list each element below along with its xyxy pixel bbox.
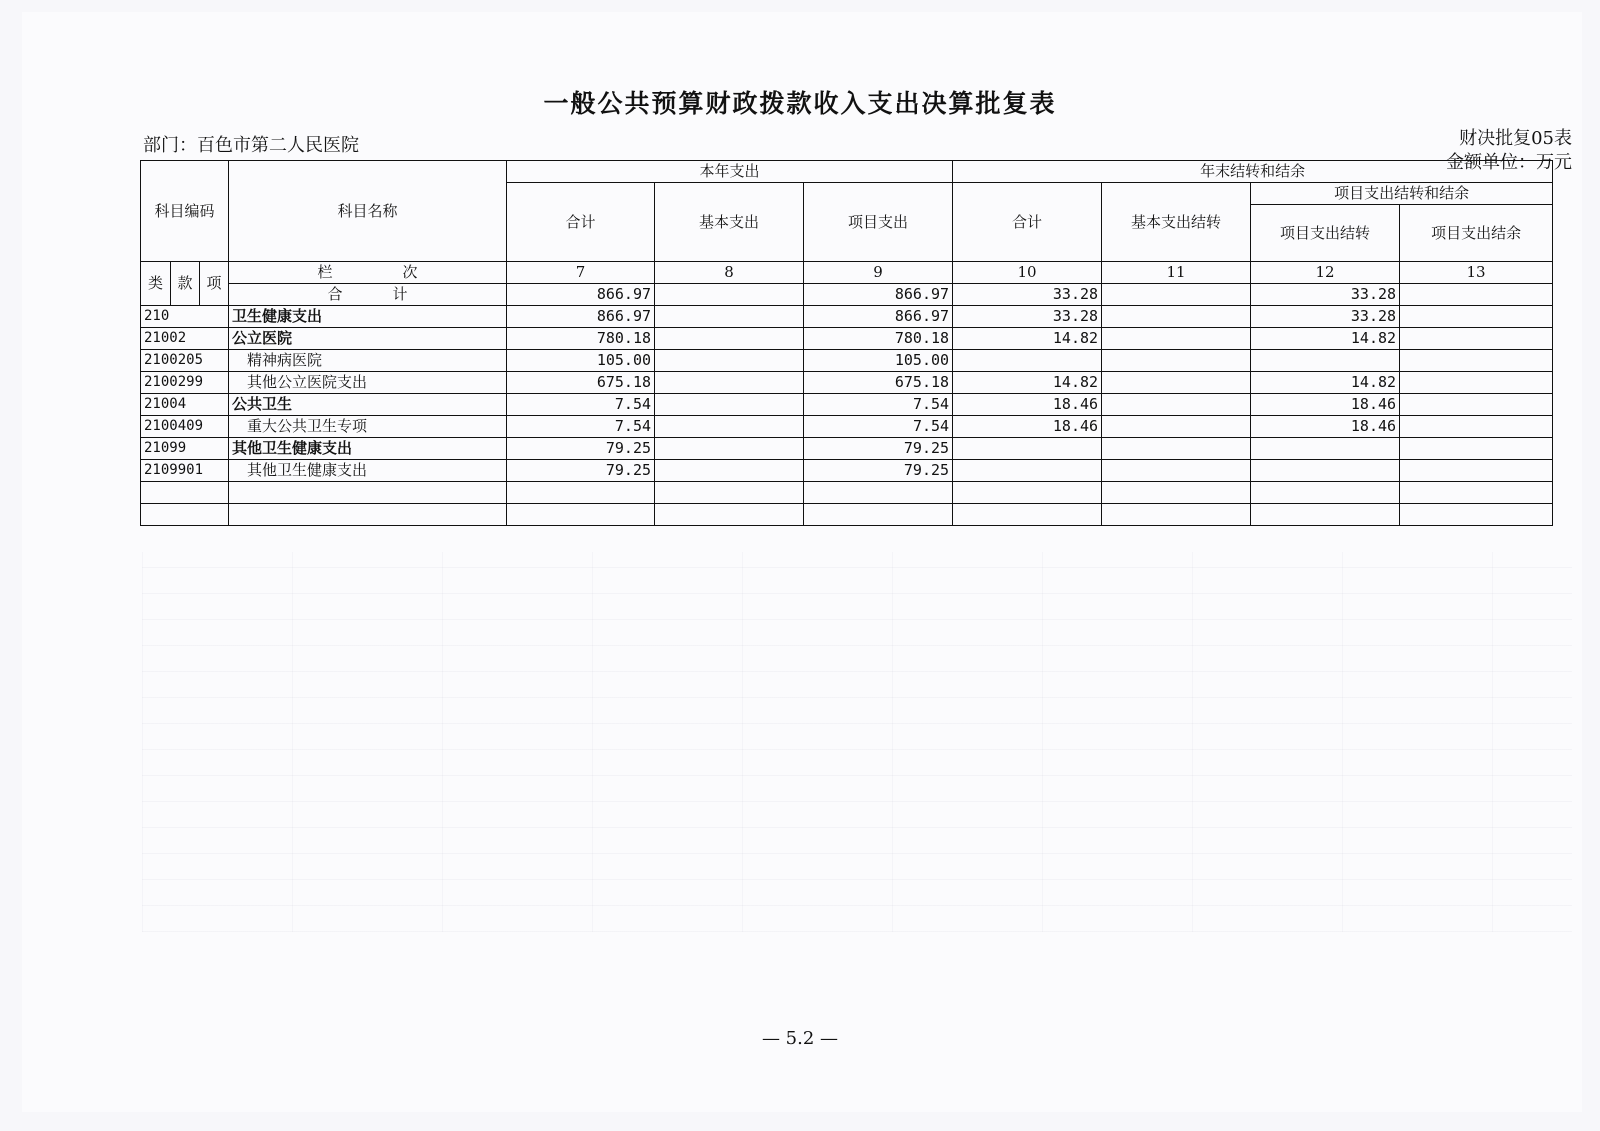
header-code: 科目编码 — [141, 161, 229, 262]
row-c12: 18.46 — [1251, 416, 1400, 438]
col-num-7: 7 — [507, 262, 655, 284]
row-name: 其他公立医院支出 — [229, 372, 507, 394]
bleed-through-background — [142, 552, 1572, 932]
header-ye-project-balance: 项目支出结余 — [1400, 205, 1553, 262]
total-c8 — [655, 284, 804, 306]
row-c12: 14.82 — [1251, 328, 1400, 350]
budget-table — [140, 160, 1553, 526]
row-c9: 105.00 — [804, 350, 953, 372]
header-ye-basic-carry: 基本支出结转 — [1102, 183, 1251, 262]
col-num-12: 12 — [1251, 262, 1400, 284]
row-c7: 675.18 — [507, 372, 655, 394]
col-num-9: 9 — [804, 262, 953, 284]
row-c12 — [1251, 460, 1400, 482]
row-code: 210 — [141, 306, 229, 328]
table-row — [141, 394, 1553, 416]
total-c7: 866.97 — [507, 284, 655, 306]
row-c10: 14.82 — [953, 372, 1102, 394]
total-c13 — [1400, 284, 1553, 306]
row-c11 — [1102, 460, 1251, 482]
row-c12: 14.82 — [1251, 372, 1400, 394]
table-row — [141, 372, 1553, 394]
row-c9: 866.97 — [804, 306, 953, 328]
row-c10: 18.46 — [953, 416, 1102, 438]
col-num-13: 13 — [1400, 262, 1553, 284]
row-name: 其他卫生健康支出 — [229, 460, 507, 482]
row-c9: 79.25 — [804, 460, 953, 482]
page-title: 一般公共预算财政拨款收入支出决算批复表 — [543, 89, 1057, 118]
table-row — [141, 438, 1553, 460]
row-c8 — [655, 460, 804, 482]
row-c11 — [1102, 350, 1251, 372]
row-c10 — [953, 460, 1102, 482]
row-c13 — [1400, 438, 1553, 460]
row-c8 — [655, 328, 804, 350]
row-c10 — [953, 350, 1102, 372]
total-c9: 866.97 — [804, 284, 953, 306]
row-c8 — [655, 350, 804, 372]
row-c11 — [1102, 306, 1251, 328]
row-c11 — [1102, 416, 1251, 438]
table-row — [141, 328, 1553, 350]
row-code: 2109901 — [141, 460, 229, 482]
row-c11 — [1102, 438, 1251, 460]
header-year-end: 年末结转和结余 — [953, 161, 1553, 183]
total-c12: 33.28 — [1251, 284, 1400, 306]
header-lan: 栏 — [317, 263, 333, 281]
header-ye-project-carry: 项目支出结转 — [1251, 205, 1400, 262]
row-c10 — [953, 438, 1102, 460]
total-label-he: 合 — [327, 285, 343, 303]
row-name: 卫生健康支出 — [229, 306, 507, 328]
header-basic: 基本支出 — [655, 183, 804, 262]
total-label — [229, 284, 507, 306]
empty-row — [141, 504, 1553, 526]
col-num-10: 10 — [953, 262, 1102, 284]
row-c8 — [655, 416, 804, 438]
row-c12: 33.28 — [1251, 306, 1400, 328]
total-row — [141, 284, 1553, 306]
row-c13 — [1400, 350, 1553, 372]
row-c12 — [1251, 350, 1400, 372]
row-code: 2100205 — [141, 350, 229, 372]
header-current-year: 本年支出 — [507, 161, 953, 183]
table-row — [141, 306, 1553, 328]
row-code: 21002 — [141, 328, 229, 350]
row-c13 — [1400, 306, 1553, 328]
row-c9: 780.18 — [804, 328, 953, 350]
row-c8 — [655, 394, 804, 416]
header-ye-project-group: 项目支出结转和结余 — [1251, 183, 1553, 205]
page-number: — 5.2 — — [761, 1028, 839, 1049]
row-c8 — [655, 438, 804, 460]
row-c9: 79.25 — [804, 438, 953, 460]
header-row-1 — [141, 161, 1553, 183]
row-c13 — [1400, 416, 1553, 438]
header-ye-total: 合计 — [953, 183, 1102, 262]
row-name: 公共卫生 — [229, 394, 507, 416]
empty-row — [141, 482, 1553, 504]
row-c13 — [1400, 460, 1553, 482]
row-c7: 780.18 — [507, 328, 655, 350]
row-code: 2100299 — [141, 372, 229, 394]
row-c12 — [1251, 438, 1400, 460]
department-label: 部门：百色市第二人民医院 — [143, 135, 359, 156]
header-kuan: 款 — [171, 262, 200, 306]
row-code: 21099 — [141, 438, 229, 460]
row-c7: 79.25 — [507, 438, 655, 460]
row-name: 公立医院 — [229, 328, 507, 350]
row-name: 重大公共卫生专项 — [229, 416, 507, 438]
row-c9: 675.18 — [804, 372, 953, 394]
row-c7: 7.54 — [507, 416, 655, 438]
row-c8 — [655, 372, 804, 394]
row-name: 其他卫生健康支出 — [229, 438, 507, 460]
header-lanci — [229, 262, 507, 284]
row-c12: 18.46 — [1251, 394, 1400, 416]
row-c11 — [1102, 328, 1251, 350]
row-c11 — [1102, 394, 1251, 416]
row-c11 — [1102, 372, 1251, 394]
row-name: 精神病医院 — [229, 350, 507, 372]
header-xiang: 项 — [200, 262, 229, 306]
header-lei: 类 — [141, 262, 171, 306]
col-num-8: 8 — [655, 262, 804, 284]
row-c7: 866.97 — [507, 306, 655, 328]
row-c13 — [1400, 394, 1553, 416]
row-c8 — [655, 306, 804, 328]
row-c10: 18.46 — [953, 394, 1102, 416]
column-number-row — [141, 262, 1553, 284]
row-c13 — [1400, 328, 1553, 350]
row-c7: 79.25 — [507, 460, 655, 482]
header-total: 合计 — [507, 183, 655, 262]
header-ci: 次 — [402, 263, 418, 281]
row-code: 2100409 — [141, 416, 229, 438]
row-code: 21004 — [141, 394, 229, 416]
amount-unit: 金额单位：万元 — [1446, 152, 1572, 173]
table-row — [141, 416, 1553, 438]
row-c9: 7.54 — [804, 394, 953, 416]
row-c7: 7.54 — [507, 394, 655, 416]
header-project: 项目支出 — [804, 183, 953, 262]
row-c10: 14.82 — [953, 328, 1102, 350]
row-c13 — [1400, 372, 1553, 394]
total-c10: 33.28 — [953, 284, 1102, 306]
table-row — [141, 350, 1553, 372]
total-c11 — [1102, 284, 1251, 306]
row-c9: 7.54 — [804, 416, 953, 438]
col-num-11: 11 — [1102, 262, 1251, 284]
form-number: 财决批复05表 — [1459, 128, 1572, 149]
header-name: 科目名称 — [229, 161, 507, 262]
total-label-ji: 计 — [392, 285, 408, 303]
table-row — [141, 460, 1553, 482]
row-c10: 33.28 — [953, 306, 1102, 328]
row-c7: 105.00 — [507, 350, 655, 372]
